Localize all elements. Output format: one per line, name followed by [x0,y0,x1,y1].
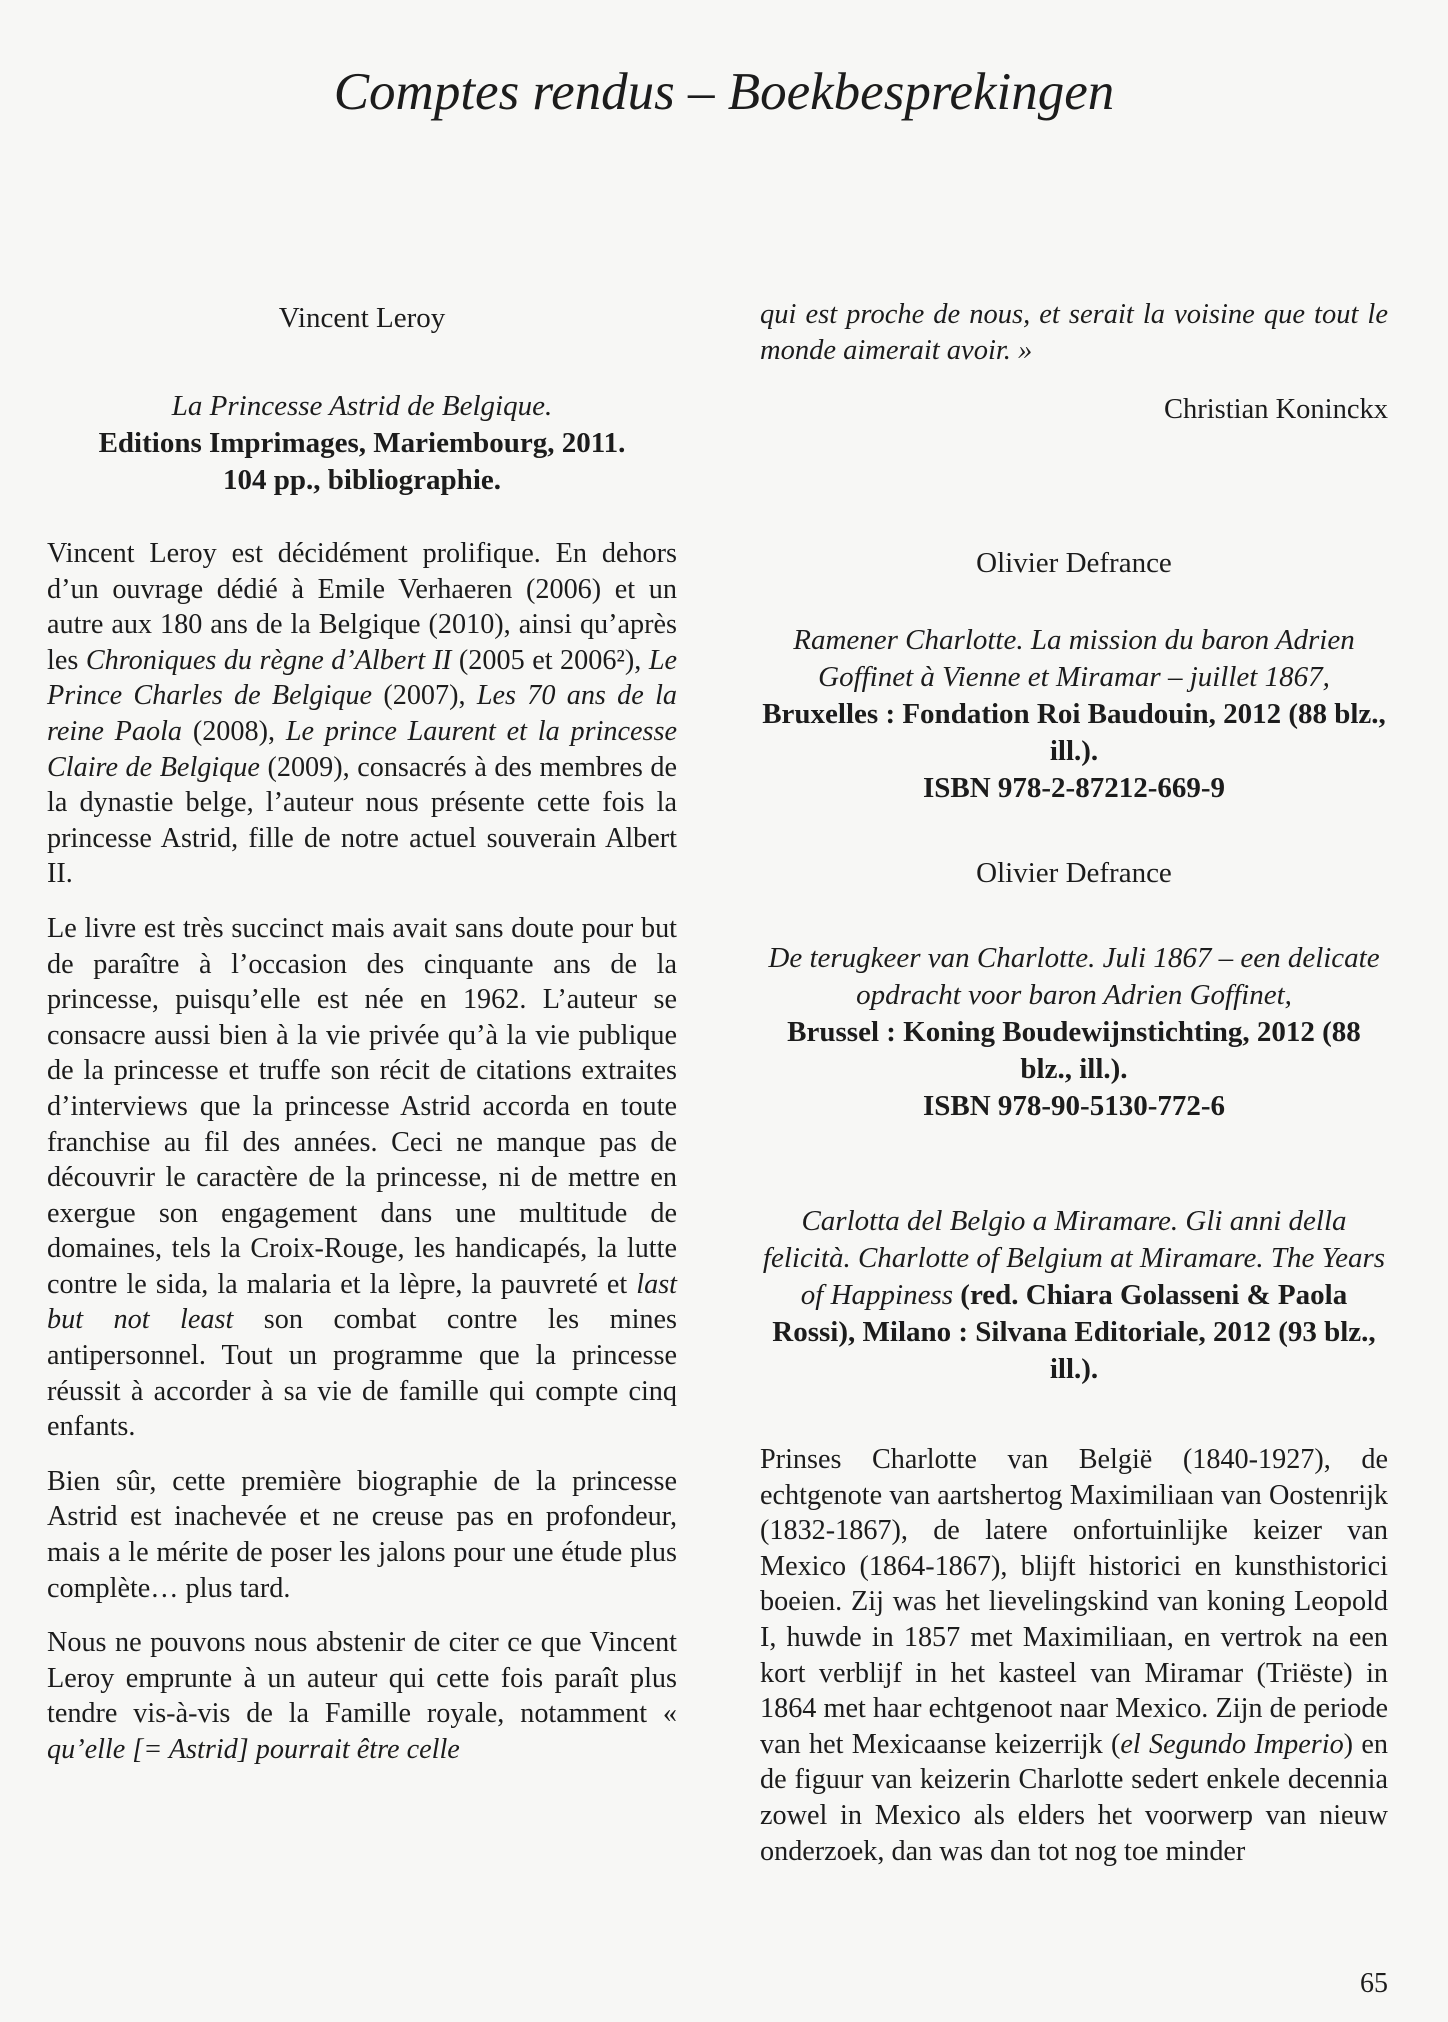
entry-1-isbn: ISBN 978-2-87212-669-9 [922,772,1226,804]
review-paragraph-3: Bien sûr, cette première biographie de la princesse Astrid est inachevée et ne creuse pas en profondeur, mais a le mérite de poser les jalons pour une étude plus complète… plus tard. [47,1465,677,1604]
entry-3-paragraph: Prinses Charlotte van België (1840-1927), de echtgenote van aartshertog Maximiliaan van Oostenrijk (1832-1867), de latere onfortuinlijke keizer van Mexico (1864-1867), blijft historici en kunsthistorici boeien. Zij was het lievelingskind van koning Leopold I, huwde in 1857 met Maximiliaan, en vertrok na een kort verblijf in het kasteel van Miramar (Triëste) in 1864 met haar echtgenoot naar Mexico. Zijn de periode van het Mexicaanse keizerrijk (el Segundo Imperio) en de figuur van keizerin Charlotte sedert enkele decennia zowel in Mexico als elders het voorwerp van nieuw onderzoek, dan was dan tot nog toe minder [760,1444,1388,1867]
review-header [47,302,677,335]
entry-2-author: Olivier Defrance [976,857,1172,889]
ref-title: La Princesse Astrid de Belgique. [171,390,553,422]
review-paragraph-1: Vincent Leroy est décidément prolifique. En dehors d’un ouvrage dédié à Emile Verhaeren (2006) et un autre aux 180 ans de la Belgique (2010), ainsi qu’après les Chroniques du règne d’Albert II (2005 et 2006²), Le Prince Charles de Belgique (2007), Les 70 ans de la reine Paola (2008), Le prince Laurent et la princesse Claire de Belgique (2009), consacrés à des membres de la dynastie belge, l’auteur nous présente cette fois la princesse Astrid, fille de notre actuel souverain Albert II. [47,538,678,890]
entry-2-reference [760,940,1388,1125]
entry-3-reference [760,1203,1388,1388]
italic-title: Le Prince Charles de Belgique [47,644,677,712]
page-number: 65 [1360,1968,1388,1999]
signature: Christian Koninckx [1163,394,1388,425]
entry-1-title: Ramener Charlotte. La mission du baron Adrien Goffinet à Vienne et Miramar – juillet 1867, Bruxelles : Fondation Roi Baudouin, 2012 (88 blz., ill.). [762,624,1386,767]
review-paragraph-4: Nous ne pouvons nous abstenir de citer ce que Vincent Leroy emprunte à un auteur qui cette fois paraît plus tendre vis-à-vis de la Famille royale, notamment « qu’elle [= Astrid] pourrait être celle [47,1627,677,1765]
italic-title: qu’elle [= Astrid] pourrait être celle [47,1734,460,1765]
entry-2 [760,857,1388,890]
quote-continuation [760,297,1388,369]
entry-1-author: Olivier Defrance [976,547,1172,579]
entry-1 [760,547,1388,580]
review-body [47,536,677,1768]
entry-2-isbn: ISBN 978-90-5130-772-6 [922,1090,1226,1122]
signature-block [760,394,1388,426]
review-author: Vincent Leroy [278,302,446,334]
entry-1-reference [760,622,1388,807]
italic-title: Les 70 ans de la reine Paola [47,680,677,747]
entry-2-title: De terugkeer van Charlotte. Juli 1867 – een delicate opdracht voor baron Adrien Goffinet, Brussel : Koning Boudewijnstichting, 2012 (88 blz., ill.). [768,942,1380,1085]
review-paragraph-2: Le livre est très succinct mais avait sans doute pour but de paraître à l’occasion des cinquante ans de la princesse, puisqu’elle est née en 1962. L’auteur se consacre aussi bien à la vie privée qu’à la vie publique de la princesse et truffe son récit de citations extraites d’interviews que la princesse Astrid accorda en toute franchise au fil des années. Ceci ne manque pas de découvrir le caractère de la princesse, ni de mettre en exergue son engagement dans une multitude de domaines, tels la Croix-Rouge, les handicapés, la lutte contre le sida, la malaria et la lèpre, la pauvreté et last but not least son combat contre les mines antipersonnel. Tout un programme que la princesse réussit à accorder à sa vie de famille qui compte cinq enfants. [47,912,677,1443]
italic-title: last but not least [47,1268,677,1336]
page-title: Comptes rendus – Boekbesprekingen [333,63,1115,121]
ref-publisher: Editions Imprimages, Mariembourg, 2011. [98,427,626,459]
entry-3-title: Carlotta del Belgio a Miramare. Gli anni della felicità. Charlotte of Belgium at Miramare. The Years of Happiness (red. Chiara Golasseni & Paola Rossi), Milano : Silvana Editoriale, 2012 (93 blz., ill.). [762,1205,1386,1385]
ref-pages: 104 pp., bibliographie. [223,464,501,496]
italic-title: Chroniques du règne d’Albert II [85,644,452,676]
review-reference [47,388,677,499]
entry-3-body [760,1442,1388,1869]
italic-title: el Segundo Imperio [1120,1728,1344,1760]
italic-title: Le prince Laurent et la princesse Claire de Belgique [47,715,678,783]
quote-end: qui est proche de nous, et serait la voisine que tout le monde aimerait avoir. » [760,299,1388,366]
